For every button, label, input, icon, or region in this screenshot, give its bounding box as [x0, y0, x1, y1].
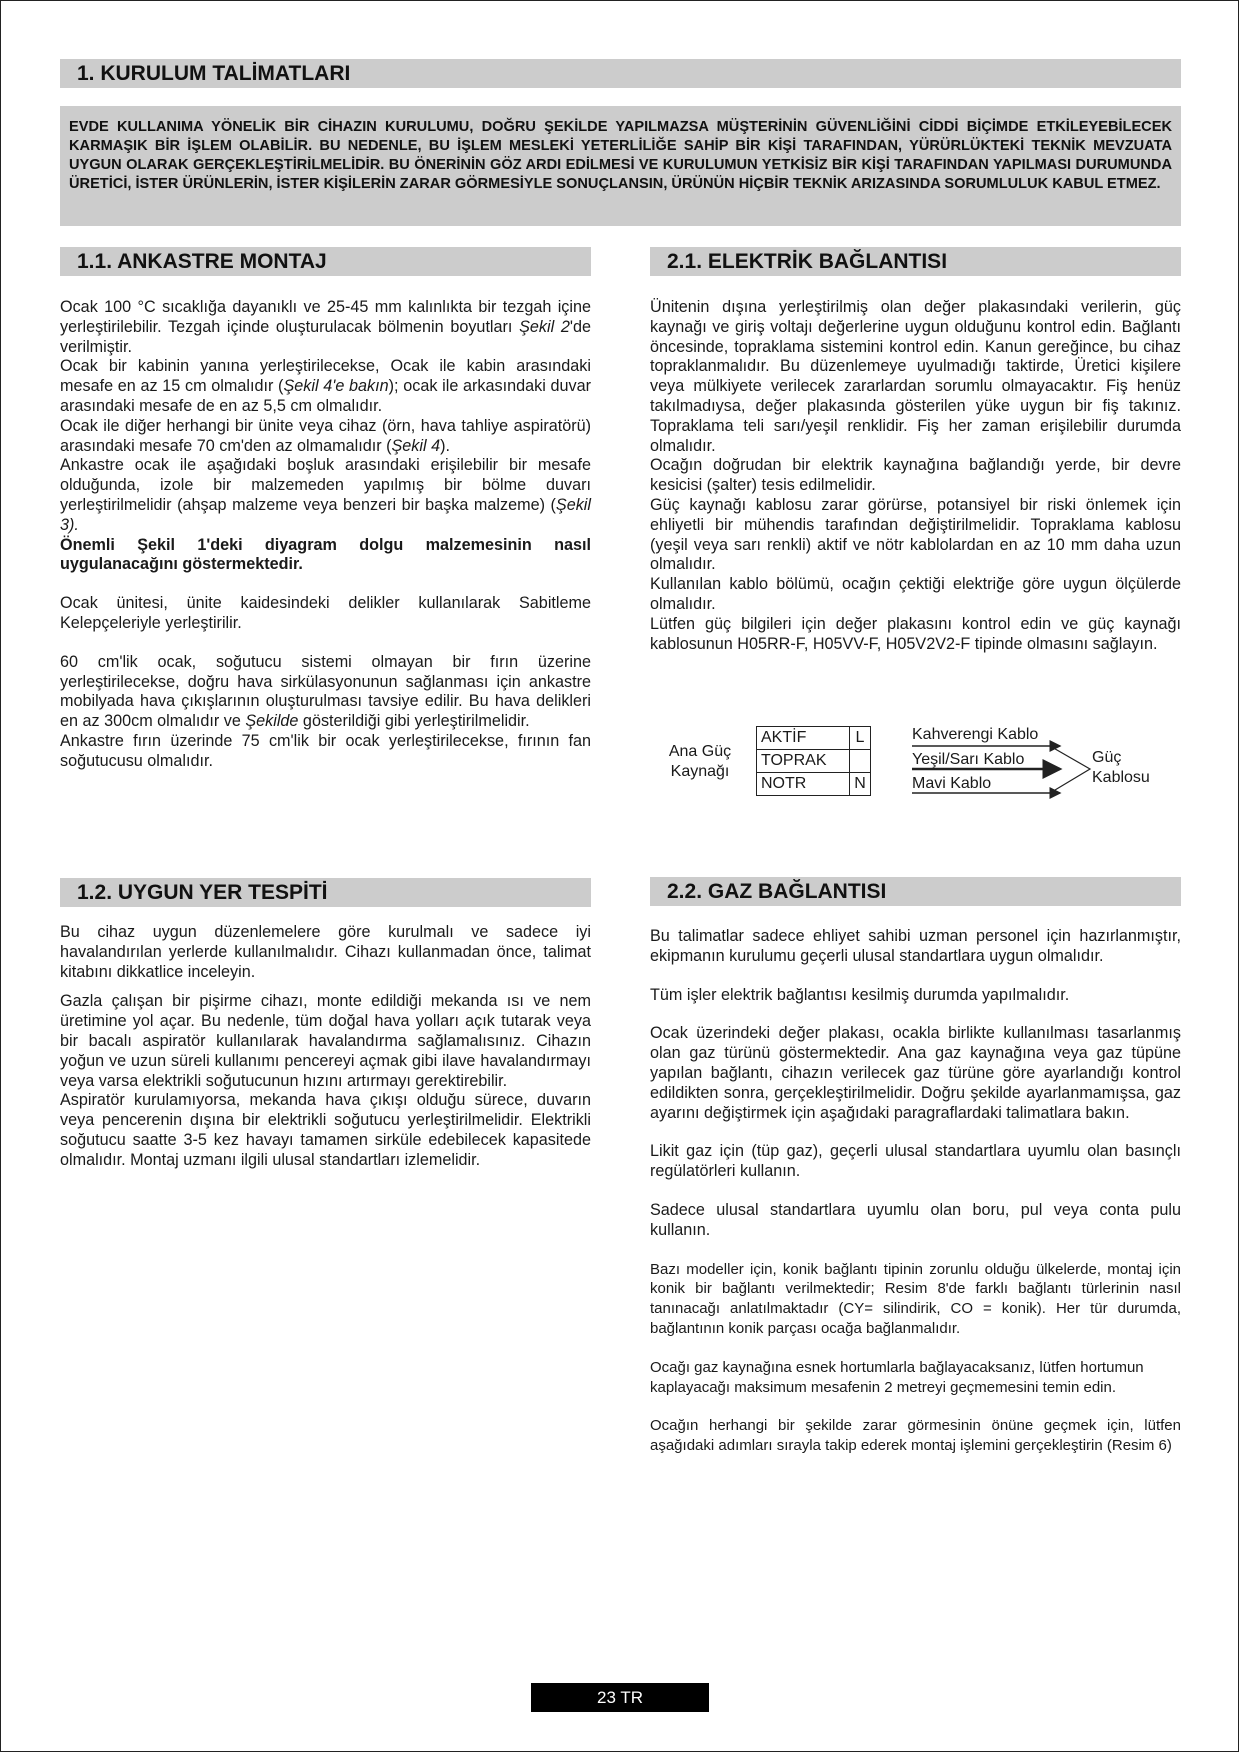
safety-warning: EVDE KULLANIMA YÖNELİK BİR CİHAZIN KURULUMU, DOĞRU ŞEKİLDE YAPILMAZSA MÜŞTERİNİN GÜVENLİĞİNİ CİDDİ BİÇİMDE ETKİLEYEBİLECEK KARMAŞIK BİR İŞLEM OLABİLİR. BU NEDENLE, BU İŞLEM MESLEKİ YETERLİLİĞE SAHİP BİR KİŞİ TARAFINDAN, YÜRÜRLÜKTEKİ TEKNİK MEVZUATA UYGUN OLARAK GERÇEKLEŞTİRİLMELİDİR. BU ÖNERİNİN GÖZ ARDI EDİLMESİ VE KURULUMUN YETKİSİZ BİR KİŞİ TARAFINDAN YAPILMASI DURUMUNDA ÜRETİCİ, İSTER ÜRÜNLERİN, İSTER KİŞİLERİN ZARAR GÖRMESİYLE SONUÇLANSIN, ÜRÜNÜN HİÇBİR TEKNİK ARIZASINDA SORUMLULUK KABUL ETMEZ. — [60, 106, 1181, 226]
terminal-letter: N — [850, 773, 871, 796]
section-1-1-body — [60, 298, 591, 772]
paragraph: Ünitenin dışına yerleştirilmiş olan değer plakasındaki verilerin, güç kaynağı ve giriş voltajı değerlerine uygun olduğunu kontrol edin. Bağlantı öncesinde, topraklama sistemini kontrol edin. Kanun gereğince, bu cihaz topraklanmalıdır. Bu düzenlemeye uyulmadığı taktirde, Üretici kişilere veya mülkiyete verilecek zararlardan sorumlu olmayacaktır. Fiş henüz takılmadıysa, değer plakasında gösterilen yüke uygun bir fiş takınız. Topraklama teli sarı/yeşil renklidir. Fiş her zaman erişilebilir durumda olmalıdır. — [650, 298, 1181, 455]
section-2-1-body — [650, 298, 1181, 654]
cable-label-blue: Mavi Kablo — [912, 775, 992, 792]
important-note: Önemli Şekil 1'deki diyagram dolgu malzemesinin nasıl uygulanacağını göstermektedir. — [60, 535, 591, 574]
wiring-diagram — [650, 722, 1170, 822]
terminal-name: AKTİF — [757, 727, 850, 750]
section-2-2-body — [650, 927, 1181, 1456]
paragraph: Lütfen güç bilgileri için değer plakasını kontrol edin ve güç kaynağı kablosunun H05RR-F, H05VV-F, H05V2V2-F tipinde olmasını sağlayın. — [650, 614, 1181, 653]
paragraph: Ankastre ocak ile aşağıdaki boşluk arasındaki erişilebilir bir mesafe olduğunda, izole bir malzemeden yapılmış bir bölme duvarı yerleştirilmelidir (ahşap malzeme veya benzeri bir başka malzeme) (Şekil 3). — [60, 456, 591, 534]
terminal-letter: L — [850, 727, 871, 750]
paragraph: Bu talimatlar sadece ehliyet sahibi uzman personel için hazırlanmıştır, ekipmanın kurulumu geçerli ulusal standartlara uygun olmalıdır. — [650, 927, 1181, 965]
paragraph: Tüm işler elektrik bağlantısı kesilmiş durumda yapılmalıdır. — [650, 985, 1070, 1004]
paragraph: Likit gaz için (tüp gaz), geçerli ulusal standartlara uyumlu olan basınçlı regülatörleri kullanın. — [650, 1142, 1181, 1181]
paragraph: Bu cihaz uygun düzenlemelere göre kurulmalı ve sadece iyi havalandırılan yerlerde kullanılmalıdır. Cihazı kullanmadan önce, talimat kitabını dikkatlice inceleyin. — [60, 923, 591, 981]
paragraph: Ocak ile diğer herhangi bir ünite veya cihaz (örn, hava tahliye aspiratörü) arasındaki mesafe 70 cm'den az olmamalıdır (Şekil 4). — [60, 416, 591, 455]
source-label: Ana Güç Kaynağı — [668, 743, 732, 780]
cable-label-brown: Kahverengi Kablo — [912, 726, 1039, 743]
paragraph: 60 cm'lik ocak, soğutucu sistemi olmayan bir fırın üzerine yerleştirilecekse, doğru hava sirkülasyonunun sağlanması için ankastre mobilyada hava çıkışlarının oluşturulması tavsiye edilir. Bu hava delikleri en az 300cm olmalıdır ve Şekilde gösterildiği gibi yerleştirilmelidir. — [60, 652, 591, 731]
paragraph: Ocak bir kabinin yanına yerleştirilecekse, Ocak ile kabin arasındaki mesafe en az 15 cm olmalıdır (Şekil 4'e bakın); ocak ile arkasındaki duvar arasındaki mesafe de en az 5,5 cm olmalıdır. — [60, 357, 591, 415]
paragraph: Ocak ünitesi, ünite kaidesindeki delikler kullanılarak Sabitleme Kelepçeleriyle yerleştirilir. — [60, 594, 591, 632]
section-1-2-body — [60, 923, 591, 1171]
heading-1-2: 1.2. UYGUN YER TESPİTİ — [60, 878, 591, 907]
paragraph: Ocak üzerindeki değer plakası, ocakla birlikte kullanılması tasarlanmış olan gaz türünü göstermektedir. Ana gaz kaynağına veya gaz tüpüne yapılan bağlantı, cihazın verilecek gaz türüne göre ayarlandığı kontrol edildikten sonra, gerçekleştirilmelidir. Doğru şekilde ayarlanmamışsa, gaz ayarını değiştirmek için aşağıdaki paragraflardaki talimatlara bakın. — [650, 1024, 1181, 1122]
paragraph: Ocağı gaz kaynağına esnek hortumlarla bağlayacaksanız, lütfen hortumun kaplayacağı maksimum mesafenin 2 metreyi geçmemesini temin edin. — [650, 1358, 1144, 1396]
paragraph: Sadece ulusal standartlara uyumlu olan boru, pul veya conta pulu kullanın. — [650, 1200, 1181, 1239]
output-label: Güç Kablosu — [1092, 749, 1150, 786]
cable-label-green-yellow: Yeşil/Sarı Kablo — [912, 751, 1025, 768]
page-number: 23 TR — [531, 1683, 709, 1712]
paragraph: Gazla çalışan bir pişirme cihazı, monte edildiği mekanda ısı ve nem üretimine yol açar. Bu nedenle, tüm doğal hava yolları açık tutarak veya bir bacalı aspiratör kullanılarak havalandırma sağlamalısınız. Cihazın yoğun ve uzun süreli kullanımı pencereyi açmak gibi ilave havalandırmayı veya varsa elektrikli soğutucunun hızını artırmayı gerektirebilir. — [60, 992, 591, 1090]
paragraph: Aspiratör kurulamıyorsa, mekanda hava çıkışı olduğu sürece, duvarın veya pencerenin dışına bir elektrikli soğutucu yerleştirilmelidir. Elektrikli soğutucu saatte 3-5 kez havayı tamamen sirküle edebilecek kapasitede olmalıdır. Montaj uzmanı ilgili ulusal standartları izlemelidir. — [60, 1091, 591, 1169]
paragraph: Kullanılan kablo bölümü, ocağın çektiği elektriğe göre uygun ölçülerde olmalıdır. — [650, 575, 1181, 613]
paragraph: Güç kaynağı kablosu zarar görürse, potansiyel bir riski önlemek için ehliyetli bir mühendis tarafından değiştirilmelidir. Topraklama kablosu (yeşil veya sarı renkli) aktif ve nötr kablolardan en az 10 mm daha uzun olmalıdır. — [650, 495, 1181, 574]
paragraph: Ocağın herhangi bir şekilde zarar görmesinin önüne geçmek için, lütfen aşağıdaki adımları sırayla takip ederek montaj işlemini gerçekleştirin (Resim 6) — [650, 1417, 1181, 1455]
terminal-name: TOPRAK — [757, 750, 850, 773]
heading-1-1: 1.1. ANKASTRE MONTAJ — [60, 247, 591, 276]
main-heading: 1. KURULUM TALİMATLARI — [60, 59, 1181, 88]
paragraph: Bazı modeller için, konik bağlantı tipinin zorunlu olduğu ülkelerde, montaj için konik bir bağlantı verilmektedir; Resim 8'de farklı bağlantı türlerinin nasıl tanınacağı anlatılmaktadır (CY= silindirik, CO = konik). Her tür durumda, bağlantının konik parçası ocağa bağlanmalıdır. — [650, 1260, 1181, 1337]
paragraph: Ocağın doğrudan bir elektrik kaynağına bağlandığı yerde, bir devre kesicisi (şalter) tesis edilmelidir. — [650, 456, 1181, 495]
heading-2-1: 2.1. ELEKTRİK BAĞLANTISI — [650, 247, 1181, 276]
paragraph: Ocak 100 °C sıcaklığa dayanıklı ve 25-45 mm kalınlıkta bir tezgah içine yerleştirilebilir. Tezgah içinde oluşturulacak bölmenin boyutları Şekil 2'de verilmiştir. — [60, 298, 591, 356]
paragraph: Ankastre fırın üzerinde 75 cm'lik bir ocak yerleştirilecekse, fırının fan soğutucusu olmalıdır. — [60, 731, 591, 770]
terminal-name: NOTR — [757, 773, 850, 796]
heading-2-2: 2.2. GAZ BAĞLANTISI — [650, 877, 1181, 906]
